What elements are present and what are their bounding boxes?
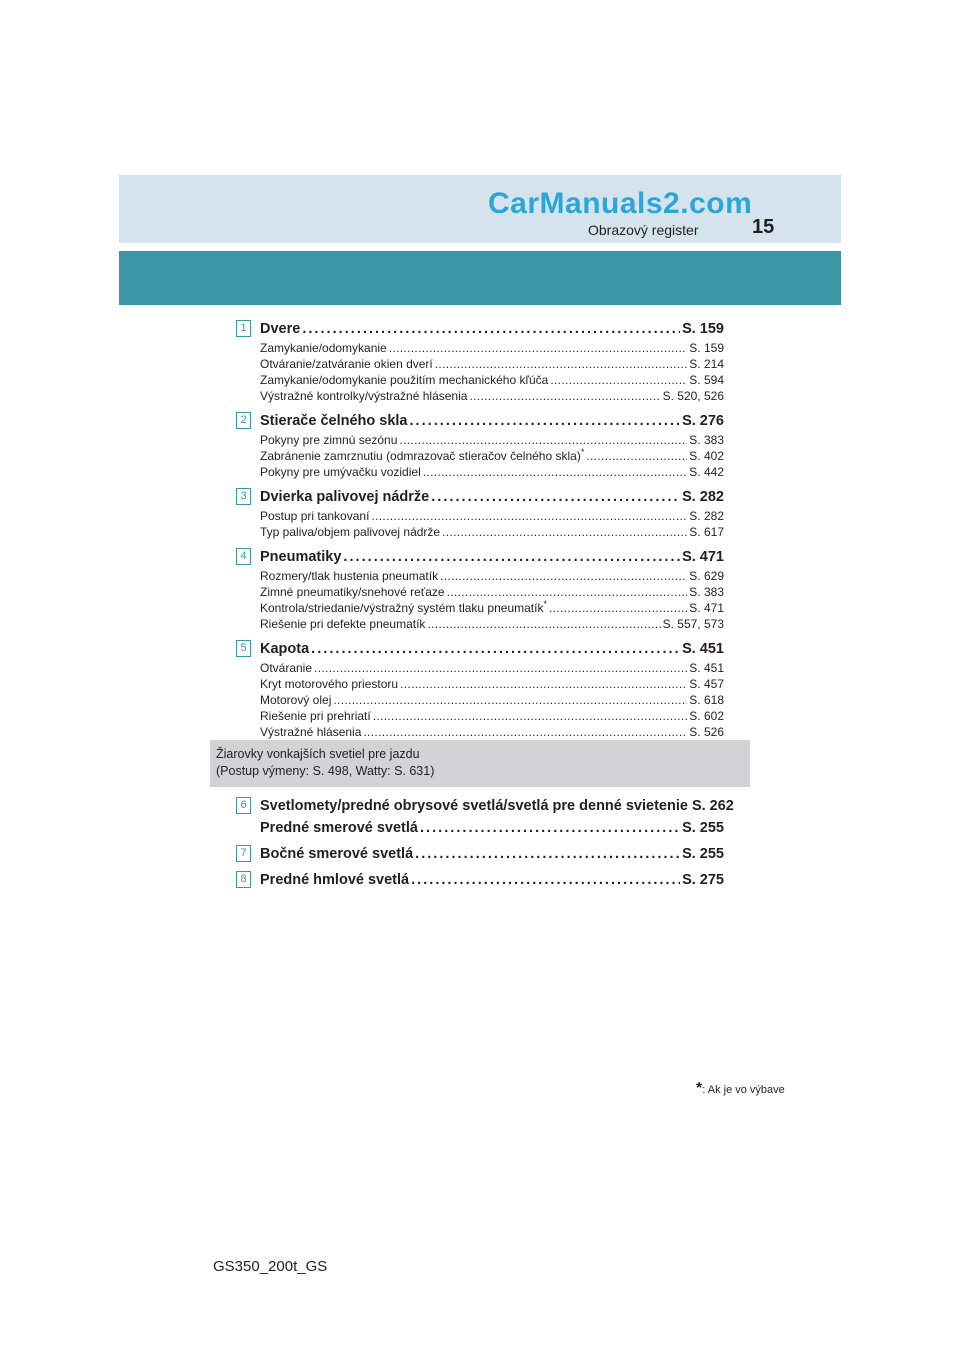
index-entry xyxy=(236,410,724,480)
leader-dots xyxy=(363,724,687,740)
index-subentry[interactable] xyxy=(260,584,724,600)
index-subentry[interactable] xyxy=(260,600,724,616)
index-entry-title-label: Dvere xyxy=(260,321,301,337)
light-entry-title-page-ref: S. 275 xyxy=(682,872,724,888)
leader-dots xyxy=(373,708,688,724)
index-subentry-page-ref: S. 471 xyxy=(689,601,724,615)
index-subentry-label: Zimné pneumatiky/snehové reťaze xyxy=(260,585,445,599)
light-entry xyxy=(236,869,724,891)
index-entry xyxy=(236,546,724,632)
index-subentry-label: Pokyny pre umývačku vozidiel xyxy=(260,465,421,479)
index-subentry-label: Otváranie/zatváranie okien dverí xyxy=(260,357,433,371)
index-subentry-page-ref: S. 617 xyxy=(689,525,724,539)
light-entry-title[interactable] xyxy=(260,795,734,817)
index-subentry-label: Kryt motorového priestoru xyxy=(260,677,399,691)
light-entry xyxy=(236,843,724,865)
index-entry-title-page-ref: S. 282 xyxy=(682,489,724,505)
leader-dots xyxy=(440,568,687,584)
index-entry-title-page-ref: S. 276 xyxy=(682,413,724,429)
callout-number-badge: 2 xyxy=(236,412,251,429)
index-entry-title-label: Kapota xyxy=(260,641,310,657)
index-entry-title[interactable] xyxy=(260,318,724,340)
index-entry-title[interactable] xyxy=(260,638,724,660)
model-code: GS350_200t_GS xyxy=(213,1258,328,1275)
footnote-star: * xyxy=(696,1080,703,1097)
light-entry-title-label: Predné smerové svetlá xyxy=(260,820,418,836)
index-entry xyxy=(236,318,724,404)
leader-dots xyxy=(423,464,688,480)
index-subentry[interactable] xyxy=(260,464,724,480)
index-subentry[interactable] xyxy=(260,708,724,724)
index-subentry-page-ref: S. 520, 526 xyxy=(662,389,724,403)
index-subentry[interactable] xyxy=(260,508,724,524)
index-subentry-page-ref: S. 618 xyxy=(689,693,724,707)
leader-dots xyxy=(311,638,680,660)
index-subentry-page-ref: S. 159 xyxy=(689,341,724,355)
index-subentry-page-ref: S. 383 xyxy=(689,433,724,447)
leader-dots xyxy=(442,524,687,540)
leader-dots xyxy=(550,372,687,388)
leader-dots xyxy=(314,660,687,676)
callout-number-badge: 7 xyxy=(236,845,251,862)
watermark-logo: CarManuals2.com xyxy=(488,187,753,220)
callout-number-badge: 1 xyxy=(236,320,251,337)
index-entry-title[interactable] xyxy=(260,546,724,568)
index-entry-title-page-ref: S. 451 xyxy=(682,641,724,657)
index-subentry-page-ref: S. 526 xyxy=(689,725,724,739)
index-subentry[interactable] xyxy=(260,524,724,540)
index-subentry[interactable] xyxy=(260,660,724,676)
index-subentry-page-ref: S. 402 xyxy=(689,449,724,463)
index-subentry-page-ref: S. 451 xyxy=(689,661,724,675)
index-subentry-page-ref: S. 282 xyxy=(689,509,724,523)
page-number: 15 xyxy=(752,216,775,238)
header-bar xyxy=(119,251,841,305)
callout-number-badge: 3 xyxy=(236,488,251,505)
index-subentry[interactable] xyxy=(260,692,724,708)
light-entries xyxy=(236,795,734,895)
leader-dots xyxy=(586,448,687,464)
index-subentry-label: Zabránenie zamrznutiu (odmrazovač stieračov čelného skla)* xyxy=(260,447,585,463)
index-subentry-label: Zamykanie/odomykanie použitím mechanického kľúča xyxy=(260,373,549,387)
index-entry-title-page-ref: S. 471 xyxy=(682,549,724,565)
leader-dots xyxy=(410,410,681,432)
index-subentry-page-ref: S. 214 xyxy=(689,357,724,371)
index-subentry-label: Riešenie pri prehriatí xyxy=(260,709,371,723)
index-subentry[interactable] xyxy=(260,356,724,372)
index-subentry-label: Výstražné hlásenia xyxy=(260,725,362,739)
section-title: Obrazový register xyxy=(588,222,699,238)
index-subentry[interactable] xyxy=(260,616,724,632)
bulbs-info-detail: (Postup výmeny: S. 498, Watty: S. 631) xyxy=(216,764,435,778)
leader-dots xyxy=(411,869,680,891)
footnote xyxy=(696,1080,785,1098)
leader-dots xyxy=(469,388,660,404)
leader-dots xyxy=(447,584,688,600)
index-subentry[interactable] xyxy=(260,432,724,448)
index-subentry[interactable] xyxy=(260,340,724,356)
index-subentry-page-ref: S. 557, 573 xyxy=(662,617,724,631)
index-entry-title-label: Pneumatiky xyxy=(260,549,342,565)
index-subentry-label: Pokyny pre zimnú sezónu xyxy=(260,433,398,447)
leader-dots xyxy=(431,486,680,508)
light-entry-title-page-ref: S. 262 xyxy=(691,798,734,814)
light-entry-title-page-ref: S. 255 xyxy=(682,820,724,836)
light-entry-title-label: Bočné smerové svetlá xyxy=(260,846,414,862)
index-subentry-page-ref: S. 602 xyxy=(689,709,724,723)
index-entry-title-label: Stierače čelného skla xyxy=(260,413,408,429)
index-entry xyxy=(236,638,724,740)
leader-dots xyxy=(420,817,680,839)
leader-dots xyxy=(302,318,680,340)
index-subentry[interactable] xyxy=(260,448,724,464)
light-entry xyxy=(236,795,734,839)
index-subentry-label: Zamykanie/odomykanie xyxy=(260,341,387,355)
light-entry-title[interactable] xyxy=(260,843,724,865)
callout-number-badge: 5 xyxy=(236,640,251,657)
callout-number-badge: 4 xyxy=(236,548,251,565)
index-subentry-page-ref: S. 383 xyxy=(689,585,724,599)
leader-dots xyxy=(343,546,680,568)
index-subentry-page-ref: S. 442 xyxy=(689,465,724,479)
leader-dots xyxy=(435,356,688,372)
index-subentry-page-ref: S. 629 xyxy=(689,569,724,583)
leader-dots xyxy=(333,692,687,708)
leader-dots xyxy=(415,843,680,865)
index-subentry-label: Otváranie xyxy=(260,661,313,675)
callout-number-badge: 8 xyxy=(236,871,251,888)
leader-dots xyxy=(400,676,687,692)
leader-dots xyxy=(371,508,687,524)
index-entry-title[interactable] xyxy=(260,410,724,432)
callout-number-badge: 6 xyxy=(236,797,251,814)
light-entry-title-label: Svetlomety/predné obrysové svetlá/svetlá pre denné svietenie xyxy=(260,798,688,814)
index-subentry-label: Motorový olej xyxy=(260,693,332,707)
index-subentry[interactable] xyxy=(260,568,724,584)
index-entries xyxy=(236,318,724,746)
index-subentry-label: Rozmery/tlak hustenia pneumatík xyxy=(260,569,439,583)
index-subentry[interactable] xyxy=(260,724,724,740)
index-subentry-label: Riešenie pri defekte pneumatík xyxy=(260,617,426,631)
bulbs-info-title: Žiarovky vonkajších svetiel pre jazdu xyxy=(216,747,420,761)
leader-dots xyxy=(399,432,687,448)
light-entry-title[interactable] xyxy=(260,817,724,839)
index-subentry[interactable] xyxy=(260,372,724,388)
index-subentry-label: Výstražné kontrolky/výstražné hlásenia xyxy=(260,389,468,403)
footnote-star-marker: * xyxy=(543,599,547,609)
leader-dots xyxy=(389,340,688,356)
footnote-star-marker: * xyxy=(580,447,585,457)
light-entry-title[interactable] xyxy=(260,869,724,891)
footnote-text: : Ak je vo výbave xyxy=(702,1084,785,1096)
bulbs-info-box xyxy=(210,740,750,787)
index-subentry[interactable] xyxy=(260,388,724,404)
index-subentry-label: Postup pri tankovaní xyxy=(260,509,370,523)
index-entry-title-label: Dvierka palivovej nádrže xyxy=(260,489,430,505)
index-entry xyxy=(236,486,724,540)
index-entry-title-page-ref: S. 159 xyxy=(682,321,724,337)
index-subentry-label: Kontrola/striedanie/výstražný systém tlaku pneumatík* xyxy=(260,599,547,615)
leader-dots xyxy=(427,616,660,632)
light-entry-title-label: Predné hmlové svetlá xyxy=(260,872,410,888)
index-subentry-page-ref: S. 594 xyxy=(689,373,724,387)
index-entry-title[interactable] xyxy=(260,486,724,508)
leader-dots xyxy=(549,600,687,616)
index-subentry-label: Typ paliva/objem palivovej nádrže xyxy=(260,525,441,539)
light-entry-title-page-ref: S. 255 xyxy=(682,846,724,862)
index-subentry-page-ref: S. 457 xyxy=(689,677,724,691)
index-subentry[interactable] xyxy=(260,676,724,692)
